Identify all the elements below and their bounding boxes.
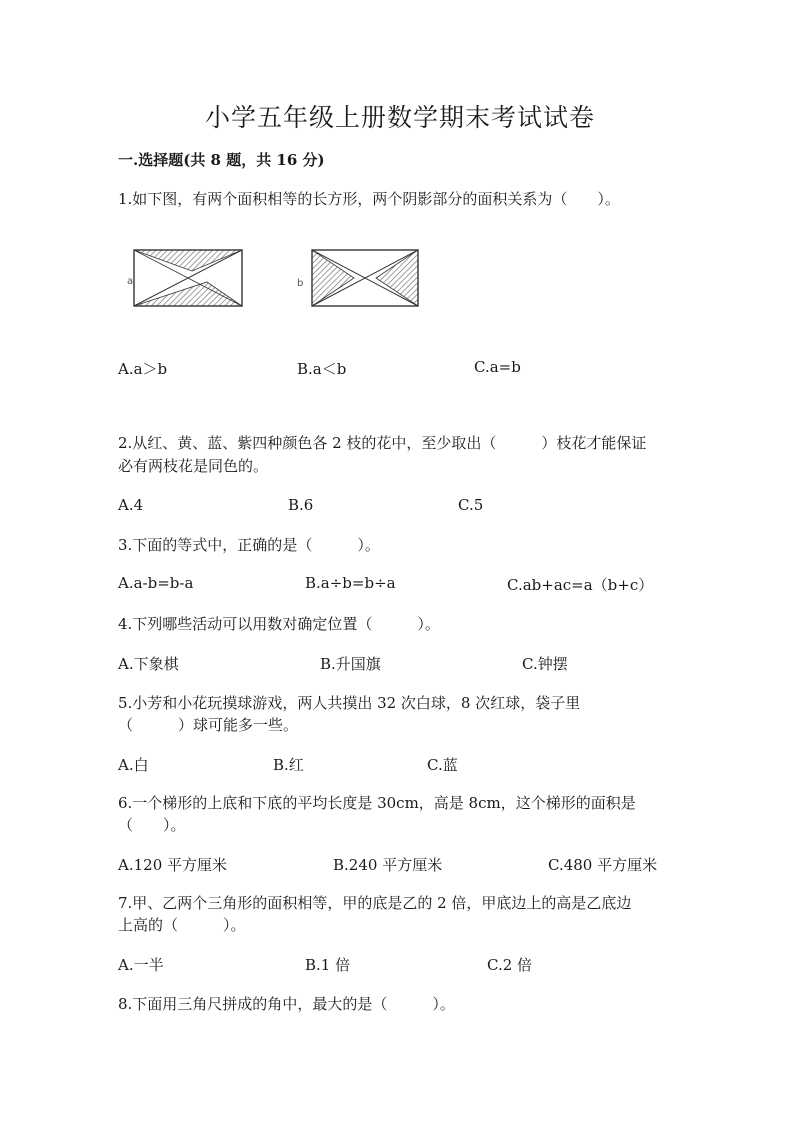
q4-option-a: A.下象棋 — [118, 655, 179, 673]
q6-option-b: B.240 平方厘米 — [333, 856, 443, 874]
question-8-text: 8.下面用三角尺拼成的角中，最大的是（ ）。 — [118, 995, 455, 1013]
figure-label-a: a — [127, 276, 134, 287]
q1-option-a: A.a＞b — [118, 360, 168, 378]
q5-option-b: B.红 — [273, 756, 304, 774]
q4-option-c: C.钟摆 — [522, 655, 568, 673]
page-title: 小学五年级上册数学期末考试试卷 — [204, 103, 595, 132]
q6-option-a: A.120 平方厘米 — [118, 856, 227, 874]
q3-option-b: B.a÷b=b÷a — [305, 574, 396, 592]
shaded-triangle-a-top — [134, 250, 242, 271]
rectangle-b — [312, 250, 418, 306]
q3-option-c: C.ab+ac=a（b+c） — [507, 576, 654, 594]
question-1-figure — [122, 244, 432, 314]
question-6-line-2: （ ）。 — [118, 816, 186, 834]
q5-option-a: A.白 — [118, 756, 149, 774]
question-2-line-1: 2.从红、黄、蓝、紫四种颜色各 2 枝的花中，至少取出（ ）枝花才能保证 — [118, 434, 647, 452]
q7-option-b: B.1 倍 — [305, 956, 351, 974]
question-1-text: 1.如下图，有两个面积相等的长方形，两个阴影部分的面积关系为（ ）。 — [118, 190, 620, 208]
question-4-text: 4.下列哪些活动可以用数对确定位置（ ）。 — [118, 615, 440, 633]
shaded-triangle-b-left — [312, 250, 354, 306]
q7-option-a: A.一半 — [118, 956, 164, 974]
question-7-line-1: 7.甲、乙两个三角形的面积相等，甲的底是乙的 2 倍，甲底边上的高是乙底边 — [118, 894, 632, 912]
rectangle-a — [134, 250, 242, 306]
question-3-text: 3.下面的等式中，正确的是（ ）。 — [118, 536, 380, 554]
question-5-line-2: （ ）球可能多一些。 — [118, 716, 299, 734]
q1-option-b: B.a＜b — [297, 360, 347, 378]
q1-option-c: C.a=b — [474, 358, 521, 376]
question-2-line-2: 必有两枝花是同色的。 — [118, 457, 269, 475]
shaded-triangle-a-bottom — [134, 282, 242, 306]
q2-option-b: B.6 — [288, 496, 314, 514]
shaded-triangle-b-right — [376, 250, 418, 306]
q5-option-c: C.蓝 — [427, 756, 458, 774]
q7-option-c: C.2 倍 — [487, 956, 533, 974]
question-5-line-1: 5.小芳和小花玩摸球游戏，两人共摸出 32 次白球，8 次红球，袋子里 — [118, 694, 581, 712]
q6-option-c: C.480 平方厘米 — [548, 856, 658, 874]
q2-option-c: C.5 — [458, 496, 484, 514]
section-heading: 一.选择题(共 8 题，共 16 分) — [118, 151, 325, 169]
figure-label-b: b — [297, 278, 304, 289]
q4-option-b: B.升国旗 — [320, 655, 381, 673]
q2-option-a: A.4 — [118, 496, 144, 514]
question-7-line-2: 上高的（ ）。 — [118, 916, 246, 934]
q3-option-a: A.a-b=b-a — [118, 574, 194, 592]
question-6-line-1: 6.一个梯形的上底和下底的平均长度是 30cm，高是 8cm，这个梯形的面积是 — [118, 794, 636, 812]
